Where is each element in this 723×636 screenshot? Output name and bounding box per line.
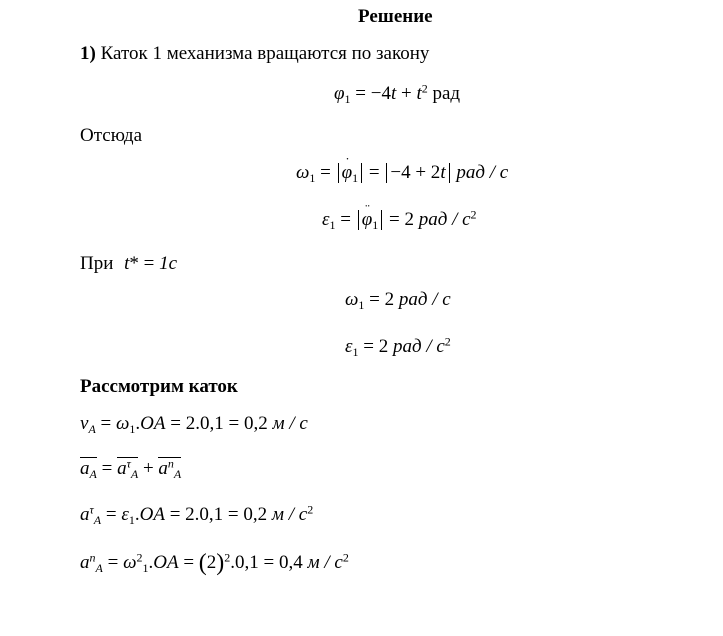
- omega-unit: рад / с: [456, 162, 509, 183]
- normal-acceleration-equation: $a^n_A = \omega^2_1.OA = (2)^2.0,1 = 0,4$ м / $с^2$: [80, 550, 349, 576]
- step-number: 1): [80, 43, 96, 64]
- time-instant-value: 1с: [159, 253, 178, 274]
- normal-acceleration-unit: м / с: [307, 552, 343, 573]
- omega-derivative-equation: $\omega_1$ = ˙ $\varphi_1 = -4 + 2t$ рад / с: [296, 163, 508, 183]
- epsilon-unit: рад / с: [418, 209, 471, 230]
- epsilon-value-equation: $\varepsilon_1 = 2$ рад / $с^2$: [345, 334, 451, 360]
- epsilon-value-unit: рад / с: [392, 336, 445, 357]
- at-label: При: [80, 253, 114, 274]
- time-condition: При t* = 1с: [80, 253, 178, 274]
- consider-roller-heading: Рассмотрим каток: [80, 376, 238, 397]
- tangential-acceleration-unit: м / с: [271, 504, 308, 525]
- omega-value-unit: рад / с: [398, 289, 451, 310]
- rotation-law-unit: рад: [432, 83, 461, 104]
- omega-value-equation: $\omega_1 = 2$ рад / с: [345, 289, 451, 313]
- velocity-a-unit: м / с: [272, 413, 308, 434]
- velocity-a-result: 0,2: [243, 413, 268, 434]
- oa-product-2: 2.0,1: [185, 504, 224, 525]
- solution-heading: Решение: [358, 6, 433, 27]
- epsilon-result: 2: [378, 336, 389, 357]
- normal-acceleration-result: 0,4: [279, 552, 303, 573]
- hence-label: Отсюда: [80, 125, 143, 146]
- tangential-acceleration-result: 0,2: [243, 504, 268, 525]
- tangential-acceleration-equation: $a^\tau_A = \varepsilon_1.OA = 2.0,1 = 0,2$ м / $с^2$: [80, 502, 314, 528]
- acceleration-vector-sum-equation: $a_A = a^\tau_A + a^n_A$: [80, 456, 182, 482]
- omega-result: 2: [384, 289, 395, 310]
- oa-product-1: 2.0,1: [185, 413, 224, 434]
- velocity-a-equation: $v_A = \omega_1.OA = 2.0,1 = 0,2$ м / с: [80, 413, 308, 437]
- step-1-description: Каток 1 механизма вращаются по закону: [100, 43, 430, 64]
- rotation-law-equation: $\varphi_1 = -4t + t^2$ рад: [334, 81, 461, 107]
- step-1-text: [80, 44, 429, 63]
- epsilon-derivative-equation: $\varepsilon_1$ = ¨ $\varphi_1 = 2$ рад / $с^2$: [322, 210, 477, 230]
